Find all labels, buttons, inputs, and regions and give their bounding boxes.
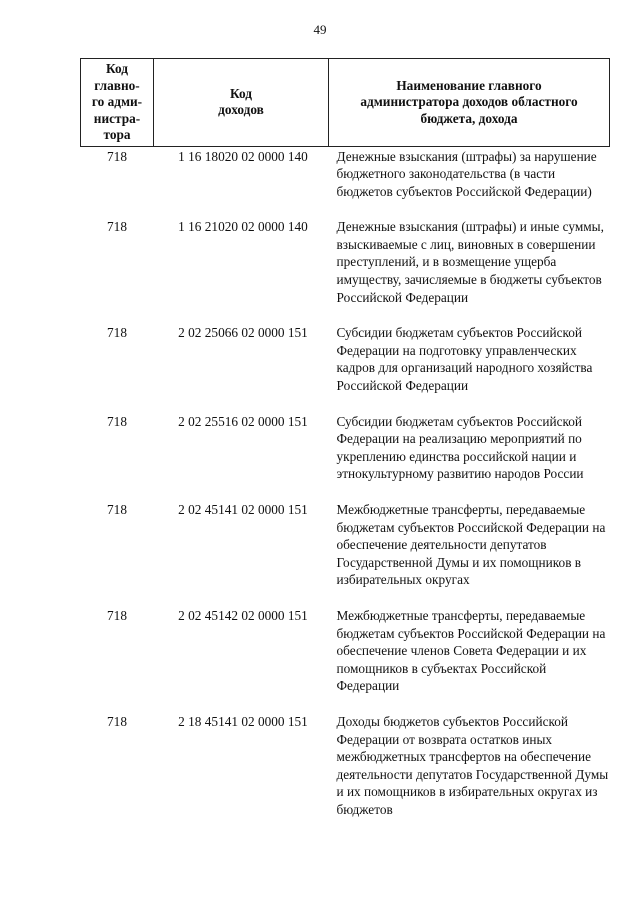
admin-code-cell: 718 (107, 607, 127, 623)
admin-code-cell: 718 (107, 713, 127, 729)
table-header-row (81, 59, 610, 147)
header-income-code: Код доходов (154, 59, 329, 147)
income-code-cell: 2 02 25066 02 0000 151 (178, 325, 308, 341)
admin-code-cell: 718 (107, 325, 127, 341)
income-name-cell: Денежные взыскания (штрафы) за нарушение бюджетного законодательства (в части бюджетов субъектов Российской Федерации) (336, 148, 597, 199)
income-code-cell: 2 02 25516 02 0000 151 (178, 413, 308, 429)
income-name-cell: Субсидии бюджетам субъектов Российской Федерации на реализацию мероприятий по укреплению единства российской нации и этнокультурному развитию народов России (336, 413, 584, 482)
table-row (81, 146, 610, 218)
budget-revenue-table (80, 58, 610, 837)
income-code-cell: 2 02 45142 02 0000 151 (178, 607, 308, 623)
table-row (81, 324, 610, 412)
income-code-cell: 1 16 18020 02 0000 140 (178, 148, 308, 164)
admin-code-cell: 718 (107, 219, 127, 235)
table-row (81, 713, 610, 837)
income-code-cell: 1 16 21020 02 0000 140 (178, 219, 308, 235)
admin-code-cell: 718 (107, 502, 127, 517)
table-row (81, 607, 610, 713)
income-name-cell: Межбюджетные трансферты, передаваемые бюджетам субъектов Российской Федерации на обеспечение деятельности депутатов Государственной Думы и их помощников в избирательных округах (336, 502, 606, 588)
header-admin-code: Код главно- го адми- нистра- тора (81, 59, 154, 147)
header-name: Наименование главного администратора доходов областного бюджета, дохода (329, 59, 610, 147)
page-number: 49 (313, 22, 327, 37)
table-row (81, 413, 610, 501)
table-row (81, 501, 610, 607)
income-code-cell: 2 02 45141 02 0000 151 (178, 502, 308, 517)
income-name-cell: Субсидии бюджетам субъектов Российской Федерации на подготовку управленческих кадров для организаций народного хозяйства Российской Федерации (336, 325, 593, 394)
admin-code-cell: 718 (107, 148, 127, 164)
income-name-cell: Межбюджетные трансферты, передаваемые бюджетам субъектов Российской Федерации на обеспечение членов Совета Федерации и их помощников в субъектах Российской Федерации (336, 607, 606, 694)
table-row (81, 218, 610, 324)
admin-code-cell: 718 (107, 413, 127, 429)
income-name-cell: Денежные взыскания (штрафы) и иные суммы, взыскиваемые с лиц, виновных в совершении преступлений, и в возмещение ущерба имуществу, зачисляемые в бюджеты субъектов Российской Федерации (336, 219, 604, 305)
income-name-cell: Доходы бюджетов субъектов Российской Федерации от возврата остатков иных межбюджетных трансфертов на обеспечение деятельности депутатов Государственной Думы и их помощников в избирательных округах из бюджетов (336, 713, 609, 817)
income-code-cell: 2 18 45141 02 0000 151 (178, 713, 308, 729)
